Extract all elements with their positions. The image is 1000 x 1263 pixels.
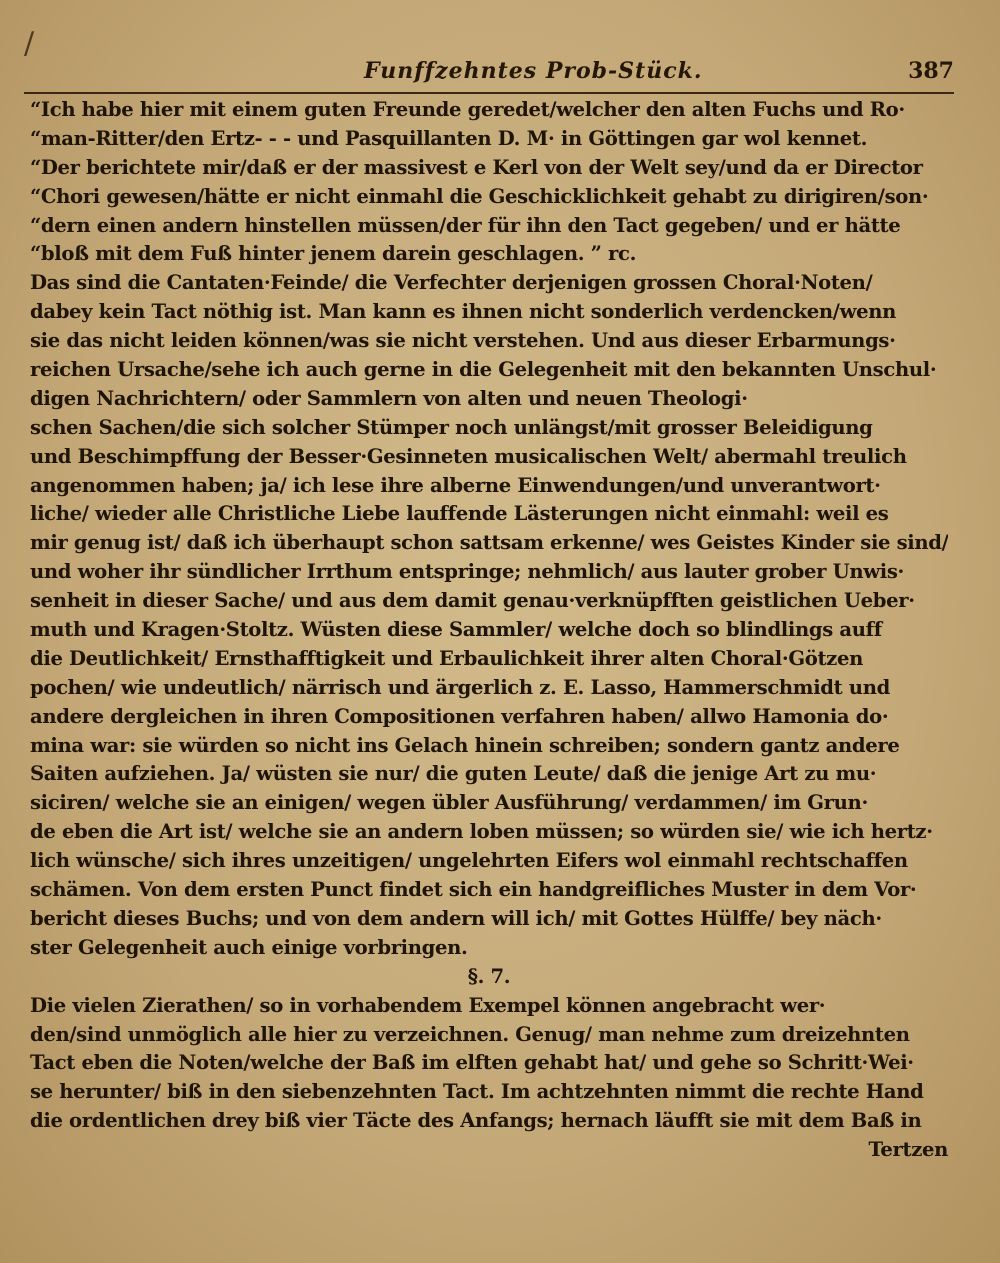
catchword: Tertzen [868, 1138, 948, 1162]
text-line: se herunter/ biß in den siebenzehnten Tact. Im achtzehnten nimmt die rechte Hand [30, 1080, 924, 1104]
text-line: angenommen haben; ja/ ich lese ihre alberne Einwendungen/und unverantwort· [30, 473, 881, 497]
text-line: bericht dieses Buchs; und von dem andern will ich/ mit Gottes Hülffe/ bey näch· [30, 906, 882, 930]
text-line: mina war: sie würden so nicht ins Gelach hinein schreiben; sondern gantz andere [30, 733, 900, 757]
text-line: “Der berichtete mir/daß er der massivest e Kerl von der Welt sey/und da er Director [30, 155, 923, 179]
margin-mark: / [24, 26, 35, 61]
running-title: Funffzehntes Prob-Stück. [364, 58, 703, 84]
text-line: andere dergleichen in ihren Compositionen verfahren haben/ allwo Hamonia do· [30, 704, 889, 728]
text-line: “Chori gewesen/hätte er nicht einmahl die Geschicklichkeit gehabt zu dirigiren/son· [30, 184, 929, 208]
text-line: pochen/ wie undeutlich/ närrisch und ärgerlich z. E. Lasso, Hammerschmidt und [30, 675, 890, 699]
text-line: lich wünsche/ sich ihres unzeitigen/ ungelehrten Eifers wol einmahl rechtschaffen [30, 849, 908, 873]
text-line: dabey kein Tact nöthig ist. Man kann es ihnen nicht sonderlich verdencken/wenn [30, 300, 897, 324]
text-line: “dern einen andern hinstellen müssen/der für ihn den Tact gegeben/ und er hätte [30, 213, 901, 237]
text-line: sie das nicht leiden können/was sie nicht verstehen. Und aus dieser Erbarmungs· [30, 329, 896, 353]
text-line: schämen. Von dem ersten Punct findet sich ein handgreifliches Muster in dem Vor· [30, 878, 917, 902]
body-text [30, 96, 948, 1165]
running-head [24, 26, 954, 94]
text-line: “man-Ritter/den Ertz- - - und Pasquillanten D. M· in Göttingen gar wol kennet. [30, 126, 868, 150]
text-line: Tact eben die Noten/welche der Baß im elften gehabt hat/ und gehe so Schritt·Wei· [30, 1051, 914, 1075]
text-line: den/sind unmöglich alle hier zu verzeichnen. Genug/ man nehme zum dreizehnten [30, 1022, 910, 1046]
text-line: mir genug ist/ daß ich überhaupt schon sattsam erkenne/ wes Geistes Kinder sie sind/ [30, 531, 948, 555]
text-line: Das sind die Cantaten·Feinde/ die Verfechter derjenigen grossen Choral·Noten/ [30, 271, 873, 295]
text-line: schen Sachen/die sich solcher Stümper noch unlängst/mit grosser Beleidigung [30, 415, 873, 439]
text-line: Saiten aufziehen. Ja/ wüsten sie nur/ die guten Leute/ daß die jenige Art zu mu· [30, 762, 877, 786]
text-line: reichen Ursache/sehe ich auch gerne in die Gelegenheit mit den bekannten Unschul· [30, 358, 937, 382]
text-line: ster Gelegenheit auch einige vorbringen. [30, 935, 468, 959]
text-line: und Beschimpffung der Besser·Gesinneten musicalischen Welt/ abermahl treulich [30, 444, 907, 468]
text-line: senheit in dieser Sache/ und aus dem damit genau·verknüpfften geistlichen Ueber· [30, 589, 915, 613]
text-line: liche/ wieder alle Christliche Liebe lauffende Lästerungen nicht einmahl: weil es [30, 502, 889, 526]
text-line: die ordentlichen drey biß vier Täcte des Anfangs; hernach läufft sie mit dem Baß in [30, 1109, 922, 1133]
text-line: “Ich habe hier mit einem guten Freunde geredet/welcher den alten Fuchs und Ro· [30, 98, 905, 121]
text-line: Die vielen Zierathen/ so in vorhabendem Exempel können angebracht wer· [30, 993, 826, 1017]
text-line: und woher ihr sündlicher Irrthum entspringe; nehmlich/ aus lauter grober Unwis· [30, 560, 904, 584]
section-heading: §. 7. [467, 964, 511, 988]
text-line: “bloß mit dem Fuß hinter jenem darein geschlagen. ” rc. [30, 242, 637, 266]
text-line: digen Nachrichtern/ oder Sammlern von alten und neuen Theologi· [30, 386, 748, 410]
text-line: muth und Kragen·Stoltz. Wüsten diese Sammler/ welche doch so blindlings auff [30, 618, 882, 642]
page-number: 387 [908, 58, 954, 84]
text-line: siciren/ welche sie an einigen/ wegen übler Ausführung/ verdammen/ im Grun· [30, 791, 868, 815]
text-line: de eben die Art ist/ welche sie an andern loben müssen; so würden sie/ wie ich hertz· [30, 820, 933, 844]
text-line: die Deutlichkeit/ Ernsthafftigkeit und Erbaulichkeit ihrer alten Choral·Götzen [30, 646, 863, 670]
